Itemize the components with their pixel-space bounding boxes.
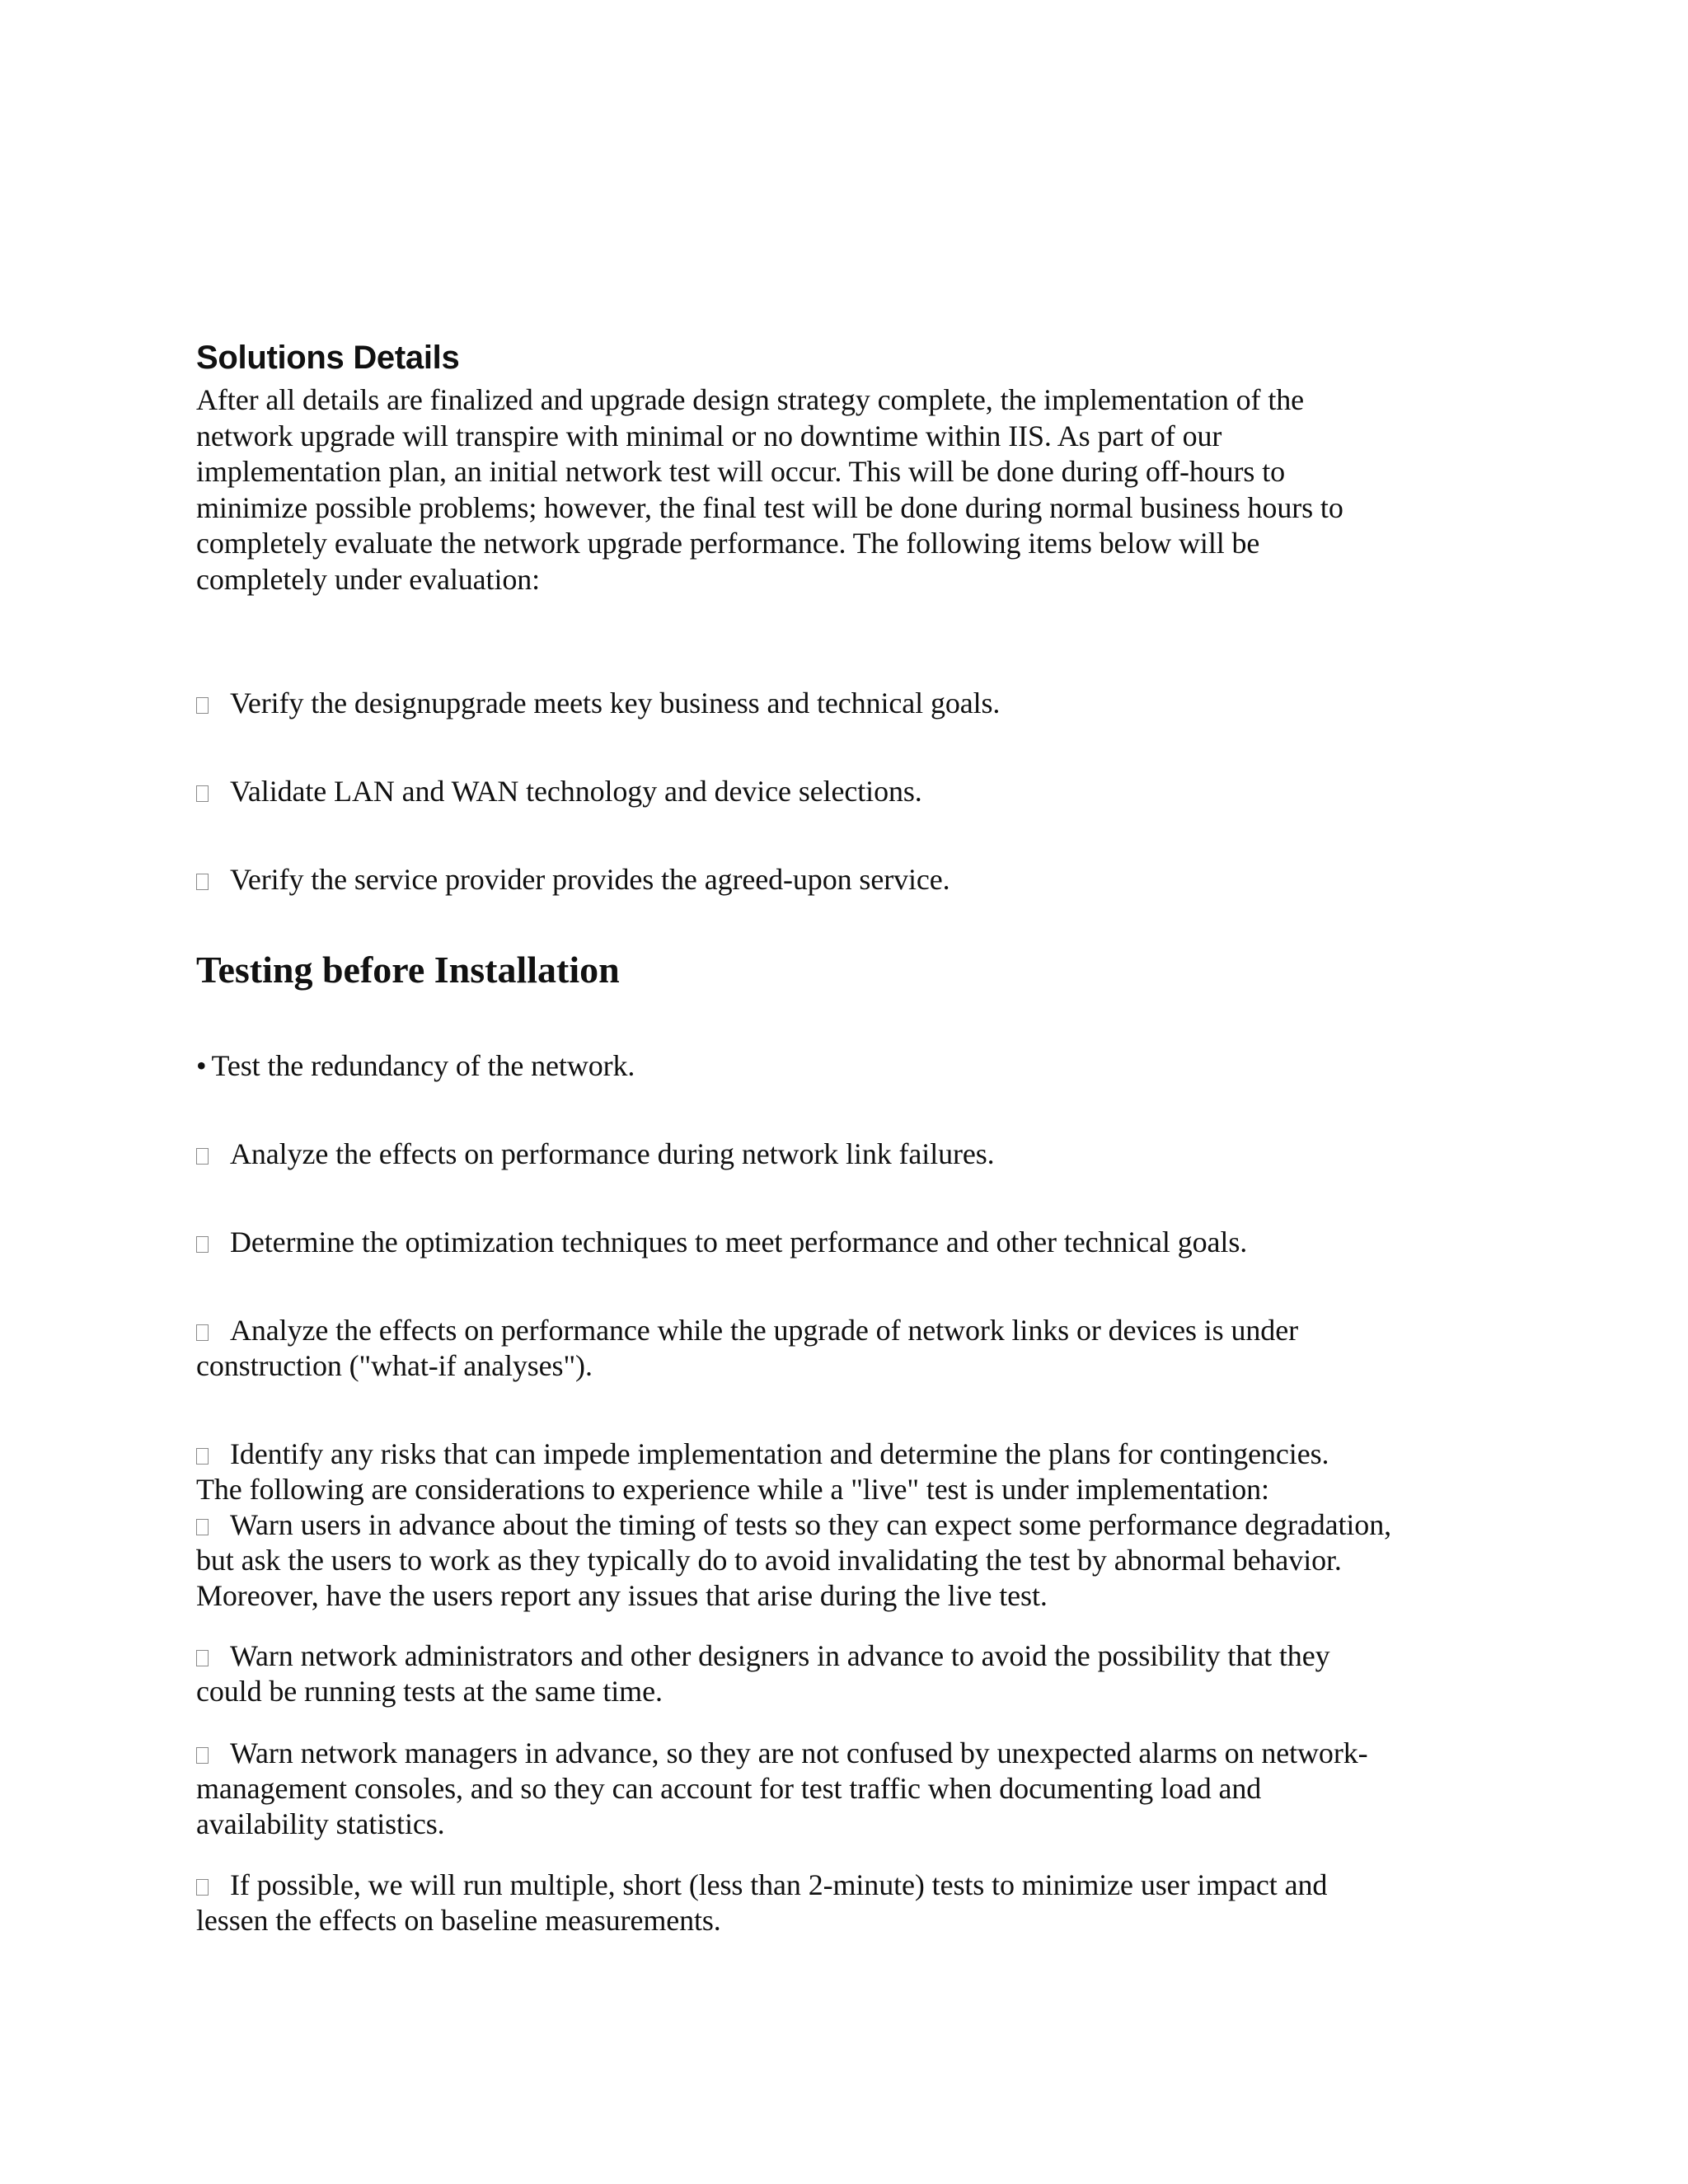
paragraph-line: completely evaluate the network upgrade performance. The following items below will be — [196, 527, 1260, 560]
list-item-continuation — [196, 1348, 593, 1385]
list-item-continuation — [196, 1807, 445, 1843]
paragraph-line: completely under evaluation: — [196, 562, 541, 596]
list-item-continuation — [196, 1674, 663, 1710]
checkbox-glyph-icon — [196, 874, 209, 890]
list-item — [196, 1868, 1327, 1904]
paragraph-line: After all details are finalized and upgrade design strategy complete, the implementation of the — [196, 383, 1304, 416]
checkbox-glyph-icon — [196, 1236, 209, 1253]
list-item — [196, 686, 1000, 722]
checkbox-glyph-icon — [196, 785, 209, 802]
list-item — [196, 774, 922, 810]
checkbox-glyph-icon — [196, 1879, 209, 1896]
solutions-heading: Solutions Details — [196, 340, 460, 376]
list-item-text: could be running tests at the same time. — [196, 1675, 663, 1708]
solutions-paragraph — [196, 382, 1343, 598]
list-item-text: Analyze the effects on performance while the upgrade of network links or devices is under — [230, 1314, 1298, 1347]
list-item-text: management consoles, and so they can account for test traffic when documenting load and — [196, 1772, 1262, 1805]
list-item-text: Moreover, have the users report any issues that arise during the live test. — [196, 1579, 1048, 1612]
list-item-continuation — [196, 1578, 1048, 1615]
list-item-text: The following are considerations to experience while a "live" test is under implementation: — [196, 1473, 1269, 1506]
list-item — [196, 1225, 1247, 1261]
list-item — [196, 1436, 1329, 1473]
list-item-text: availability statistics. — [196, 1807, 445, 1840]
checkbox-glyph-icon — [196, 1448, 209, 1465]
paragraph-line: network upgrade will transpire with minimal or no downtime within IIS. As part of our — [196, 419, 1222, 452]
list-item-text: lessen the effects on baseline measurements. — [196, 1904, 721, 1937]
list-item — [196, 862, 950, 898]
paragraph-line: implementation plan, an initial network test will occur. This will be done during off-hours to — [196, 455, 1286, 488]
list-item-text: Analyze the effects on performance during network link failures. — [230, 1137, 995, 1170]
checkbox-glyph-icon — [196, 1519, 209, 1535]
list-item-text: but ask the users to work as they typically do to avoid invalidating the test by abnormal behavior. — [196, 1544, 1342, 1577]
paragraph-line: minimize possible problems; however, the final test will be done during normal business hours to — [196, 490, 1343, 524]
list-item-text: If possible, we will run multiple, short (less than 2-minute) tests to minimize user impact and — [230, 1868, 1328, 1901]
list-item-continuation — [196, 1771, 1261, 1807]
list-item-text: construction ("what-if analyses"). — [196, 1349, 593, 1382]
list-item — [196, 1638, 1329, 1675]
checkbox-glyph-icon — [196, 1148, 209, 1165]
checkbox-glyph-icon — [196, 1747, 209, 1764]
list-item-text: Warn network managers in advance, so they are not confused by unexpected alarms on network- — [230, 1736, 1368, 1769]
list-item-text: Verify the designupgrade meets key business and technical goals. — [230, 687, 1001, 719]
list-item — [196, 1048, 635, 1085]
list-item-continuation — [196, 1543, 1342, 1579]
list-item — [196, 1507, 1391, 1544]
list-item — [196, 1137, 995, 1173]
list-item-text: Validate LAN and WAN technology and device selections. — [230, 775, 922, 808]
list-item-text: Warn users in advance about the timing of tests so they can expect some performance degradation, — [230, 1508, 1392, 1541]
checkbox-glyph-icon — [196, 697, 209, 714]
list-item-text: Test the redundancy of the network. — [211, 1049, 635, 1082]
list-item-text: Verify the service provider provides the agreed-upon service. — [230, 863, 950, 896]
text-line — [196, 1472, 1269, 1508]
bullet-icon: • — [196, 1049, 207, 1082]
list-item-continuation — [196, 1903, 721, 1939]
list-item-text: Determine the optimization techniques to meet performance and other technical goals. — [230, 1226, 1248, 1258]
list-item-text: Warn network administrators and other designers in advance to avoid the possibility that they — [230, 1639, 1330, 1672]
list-item — [196, 1736, 1368, 1772]
checkbox-glyph-icon — [196, 1324, 209, 1341]
list-item — [196, 1313, 1298, 1349]
testing-heading: Testing before Installation — [196, 949, 620, 991]
list-item-text: Identify any risks that can impede implementation and determine the plans for contingencies. — [230, 1437, 1329, 1470]
checkbox-glyph-icon — [196, 1650, 209, 1666]
